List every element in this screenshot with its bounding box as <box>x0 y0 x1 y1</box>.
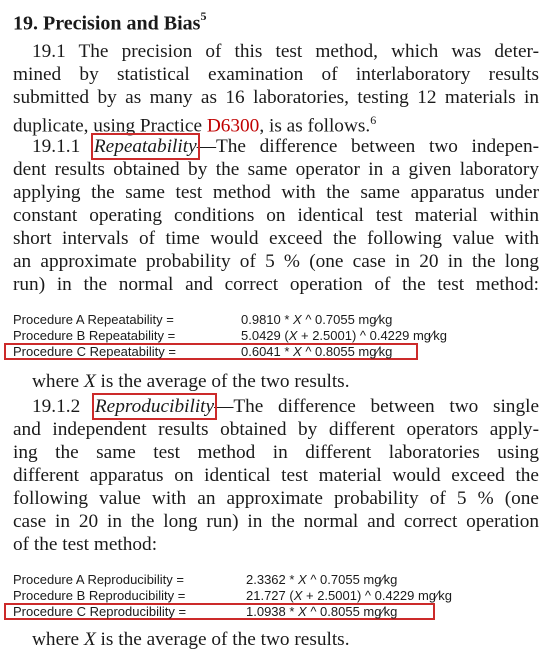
table-value: 0.9810 * X ^ 0.7055 mg⁄kg <box>241 312 393 327</box>
para-line: different apparatus on identical test material would exceed the <box>13 465 539 486</box>
para-text: , is as follows. <box>259 115 371 137</box>
para-line: constant operating conditions on identical test material within <box>13 205 539 226</box>
footnote-ref[interactable]: 5 <box>200 9 207 23</box>
where-line: where X is the average of the two results. <box>32 629 350 650</box>
para-text: —The difference between two indepen- <box>196 136 539 157</box>
para-line: ing the same test method in different laboratories using <box>13 442 539 463</box>
table-value: 0.6041 * X ^ 0.8055 mg⁄kg <box>241 344 393 359</box>
para-line: applying the same test method with the same apparatus under <box>13 182 539 203</box>
footnote-ref[interactable]: 6 <box>370 113 377 127</box>
table-label: Procedure C Repeatability = <box>13 344 176 359</box>
para-line: run) in the normal and correct operation of the test method: <box>13 274 539 295</box>
reproducibility-term: Reproducibility <box>94 396 215 417</box>
table-label: Procedure A Repeatability = <box>13 312 174 327</box>
table-value: 2.3362 * X ^ 0.7055 mg⁄kg <box>246 572 398 587</box>
para-line: following value with an approximate probability of 5 % (one <box>13 488 539 509</box>
table-value: 21.727 (X + 2.5001) ^ 0.4229 mg⁄kg <box>246 588 452 603</box>
practice-d6300-link[interactable]: D6300 <box>206 115 260 137</box>
subsection-number: 19.1.2 <box>32 396 95 417</box>
para-line: and independent results obtained by different operators apply- <box>13 419 539 440</box>
subsection-number: 19.1.1 <box>32 136 94 157</box>
para-text: duplicate, using Practice <box>13 115 207 137</box>
table-label: Procedure B Reproducibility = <box>13 588 186 603</box>
section-title: 19. Precision and Bias <box>13 12 201 35</box>
section-heading <box>13 6 206 36</box>
table-label: Procedure C Reproducibility = <box>13 604 187 619</box>
para-line: 19.1 The precision of this test method, which was deter- <box>32 41 539 62</box>
table-label: Procedure A Reproducibility = <box>13 572 184 587</box>
para-line: dent results obtained by the same operator in a given laboratory <box>13 159 539 180</box>
para-text: —The difference between two single <box>214 396 539 417</box>
para-line: case in 20 in the long run) in the normal and correct operation <box>13 511 539 532</box>
table-value: 1.0938 * X ^ 0.8055 mg⁄kg <box>246 604 398 619</box>
para-line-last <box>13 109 539 138</box>
para-line: short intervals of time would exceed the following value with <box>13 228 539 249</box>
para-line: of the test method: <box>13 534 158 555</box>
reproducibility-heading-line <box>32 395 539 418</box>
para-line: submitted by as many as 16 laboratories, testing 12 materials in <box>13 87 539 108</box>
table-label: Procedure B Repeatability = <box>13 328 176 343</box>
table-value: 5.0429 (X + 2.5001) ^ 0.4229 mg⁄kg <box>241 328 447 343</box>
repeatability-heading-line <box>32 135 539 158</box>
para-line: an approximate probability of 5 % (one case in 20 in the long <box>13 251 539 272</box>
where-line: where X is the average of the two results. <box>32 371 350 392</box>
para-line: mined by statistical examination of interlaboratory results <box>13 64 539 85</box>
repeatability-term: Repeatability <box>93 136 197 157</box>
